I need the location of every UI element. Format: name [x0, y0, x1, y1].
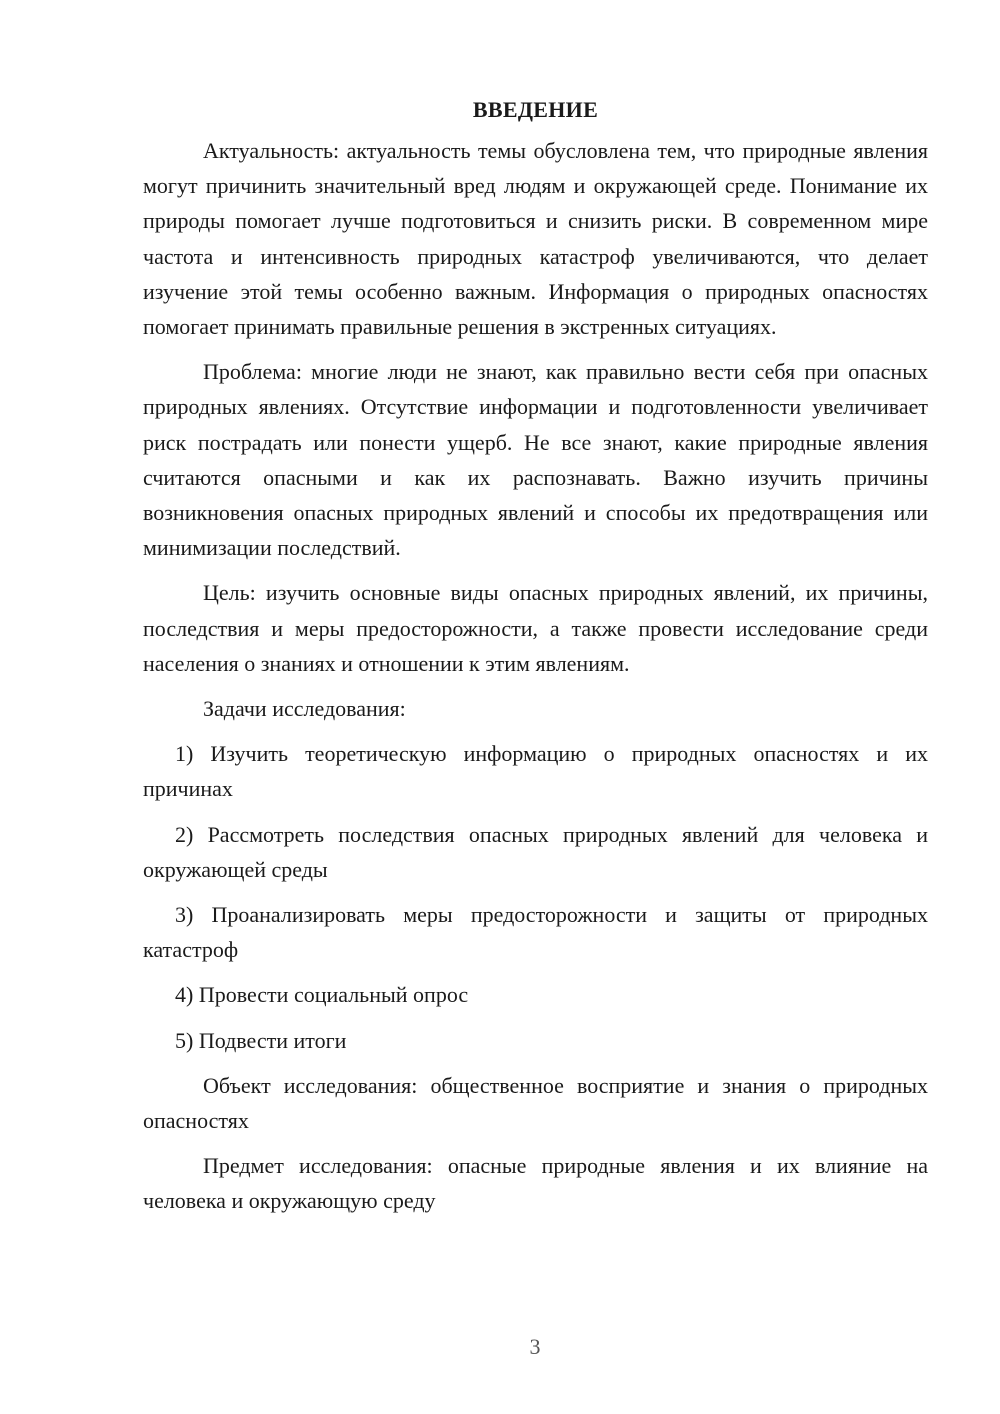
document-page [143, 92, 928, 1229]
task-item: 4) Провести социальный опрос [175, 982, 469, 1008]
tasks-heading: Задачи исследования: [203, 696, 406, 722]
page-number: 3 [529, 1334, 541, 1359]
goal-paragraph: Цель: изучить основные виды опасных природных явлений, их причины, последствия и меры предосторожности, а также провести исследование среди населения о знаниях и отношении к этим явлениям. [143, 580, 928, 676]
problem-paragraph: Проблема: многие люди не знают, как правильно вести себя при опасных природных явлениях. Отсутствие информации и подготовленности увеличивает риск пострадать или понести ущерб. Не все знают, какие природные явления считаются опасными и как их распознавать. Важно изучить причины возникновения опасных природных явлений и способы их предотвращения или минимизации последствий. [143, 359, 928, 561]
subject-paragraph: Предмет исследования: опасные природные явления и их влияние на человека и окружающую среду [143, 1153, 928, 1214]
task-item: 3) Проанализировать меры предосторожности и защиты от природных катастроф [143, 902, 928, 963]
object-paragraph: Объект исследования: общественное восприятие и знания о природных опасностях [143, 1072, 928, 1134]
task-item: 2) Рассмотреть последствия опасных природных явлений для человека и окружающей среды [143, 821, 928, 882]
task-item: 5) Подвести итоги [175, 1027, 347, 1053]
relevance-paragraph: Актуальность: актуальность темы обусловлена тем, что природные явления могут причинить значительный вред людям и окружающей среде. Понимание их природы помогает лучше подготовиться и снизить риски. В современном мире частота и интенсивность природных катастроф увеличиваются, что делает изучение этой темы особенно важным. Информация о природных опасностях помогает принимать правильные решения в экстренных ситуациях. [143, 138, 928, 340]
task-item: 1) Изучить теоретическую информацию о природных опасностях и их причинах [143, 741, 928, 802]
page-title: ВВЕДЕНИЕ [472, 97, 599, 122]
